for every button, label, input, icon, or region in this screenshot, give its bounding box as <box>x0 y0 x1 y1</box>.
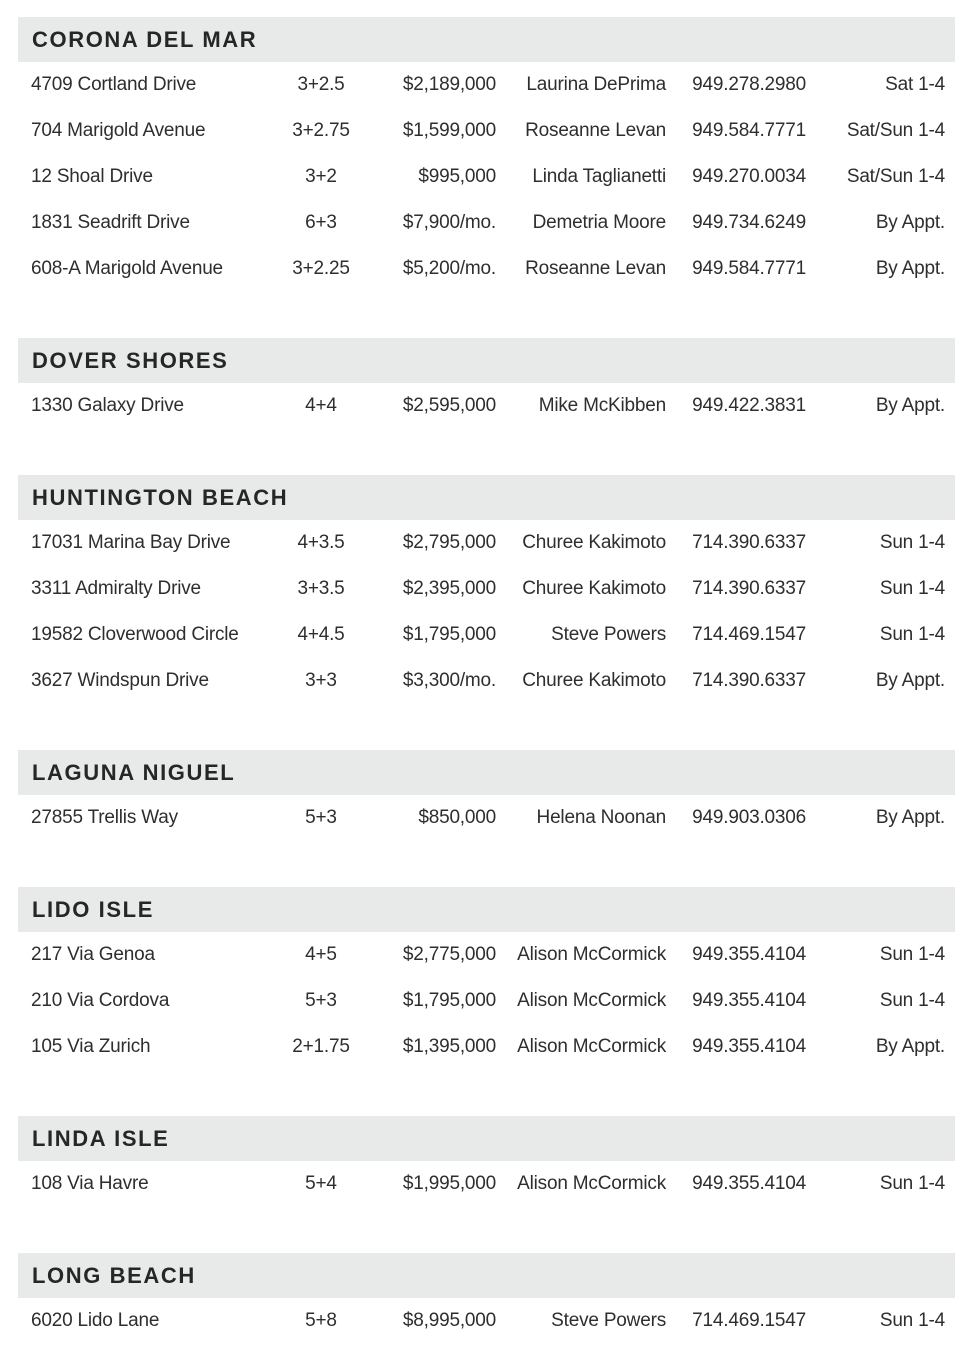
listing-open-time: By Appt. <box>875 670 945 691</box>
listing-price: $2,395,000 <box>402 578 496 599</box>
listing-open-time: Sun 1-4 <box>879 532 945 553</box>
listing-row <box>31 154 945 200</box>
listing-open-time: By Appt. <box>875 258 945 279</box>
listing-beds-baths: 4+5 <box>305 944 337 965</box>
section-title: LAGUNA NIGUEL <box>32 759 236 785</box>
listing-phone: 949.355.4104 <box>692 944 806 965</box>
listing-beds-baths: 2+1.75 <box>292 1036 350 1057</box>
listing-agent: Alison McCormick <box>517 990 666 1011</box>
listing-address: 27855 Trellis Way <box>31 807 178 828</box>
section-header <box>18 1253 955 1298</box>
listing-agent: Alison McCormick <box>517 1173 666 1194</box>
listing-beds-baths: 3+2 <box>305 166 337 187</box>
listing-phone: 949.584.7771 <box>692 258 806 279</box>
listing-open-time: Sun 1-4 <box>879 624 945 645</box>
neighborhood-section <box>0 750 963 841</box>
listing-price: $1,599,000 <box>402 120 496 141</box>
listing-phone: 949.903.0306 <box>692 807 806 828</box>
section-header <box>18 887 955 932</box>
listing-agent: Alison McCormick <box>517 944 666 965</box>
listing-open-time: By Appt. <box>875 1036 945 1057</box>
listing-agent: Roseanne Levan <box>525 120 666 141</box>
listing-row <box>31 978 945 1024</box>
listing-open-time: By Appt. <box>875 212 945 233</box>
listing-beds-baths: 4+3.5 <box>297 532 345 553</box>
listing-row <box>31 1161 945 1207</box>
listing-beds-baths: 6+3 <box>305 212 337 233</box>
listing-phone: 949.355.4104 <box>692 1036 806 1057</box>
listing-beds-baths: 5+8 <box>305 1310 337 1331</box>
listing-price: $2,595,000 <box>402 395 496 416</box>
listing-phone: 714.469.1547 <box>692 624 806 645</box>
listing-phone: 949.355.4104 <box>692 1173 806 1194</box>
listing-beds-baths: 3+2.5 <box>297 74 345 95</box>
listing-open-time: Sun 1-4 <box>879 1310 945 1331</box>
section-title: LONG BEACH <box>32 1262 196 1288</box>
section-header <box>18 475 955 520</box>
listing-price: $2,795,000 <box>402 532 496 553</box>
listing-address: 17031 Marina Bay Drive <box>31 532 231 553</box>
section-title: LINDA ISLE <box>32 1125 170 1151</box>
listing-agent: Churee Kakimoto <box>522 532 666 553</box>
neighborhood-section <box>0 338 963 429</box>
section-header <box>18 17 955 62</box>
listing-beds-baths: 4+4.5 <box>297 624 345 645</box>
listing-price: $8,995,000 <box>402 1310 496 1331</box>
listing-agent: Churee Kakimoto <box>522 670 666 691</box>
listing-open-time: Sun 1-4 <box>879 578 945 599</box>
section-title: LIDO ISLE <box>32 896 154 922</box>
listing-row <box>31 612 945 658</box>
section-header <box>18 338 955 383</box>
section-title: HUNTINGTON BEACH <box>32 484 289 510</box>
listing-open-time: By Appt. <box>875 395 945 416</box>
listing-address: 210 Via Cordova <box>31 990 170 1011</box>
listing-agent: Steve Powers <box>551 1310 666 1331</box>
listing-row <box>31 200 945 246</box>
listing-agent: Alison McCormick <box>517 1036 666 1057</box>
listing-address: 19582 Cloverwood Circle <box>31 624 239 645</box>
neighborhood-section <box>0 475 963 704</box>
listing-phone: 949.584.7771 <box>692 120 806 141</box>
listing-row <box>31 1298 945 1344</box>
listing-open-time: Sun 1-4 <box>879 944 945 965</box>
listing-address: 6020 Lido Lane <box>31 1310 160 1331</box>
neighborhood-section <box>0 887 963 1070</box>
listing-row <box>31 566 945 612</box>
listing-address: 217 Via Genoa <box>31 944 155 965</box>
listing-beds-baths: 3+3.5 <box>297 578 345 599</box>
listing-address: 608-A Marigold Avenue <box>31 258 223 279</box>
listing-address: 108 Via Havre <box>31 1173 149 1194</box>
listing-price: $850,000 <box>418 807 496 828</box>
listing-address: 1330 Galaxy Drive <box>31 395 184 416</box>
listing-price: $2,189,000 <box>402 74 496 95</box>
listing-row <box>31 658 945 704</box>
listing-open-time: Sat/Sun 1-4 <box>846 166 945 187</box>
listing-phone: 714.390.6337 <box>692 578 806 599</box>
listing-price: $5,200/mo. <box>402 258 496 279</box>
listing-phone: 714.390.6337 <box>692 532 806 553</box>
listing-agent: Laurina DePrima <box>526 74 666 95</box>
listing-open-time: Sat/Sun 1-4 <box>846 120 945 141</box>
listing-row <box>31 1024 945 1070</box>
listing-address: 105 Via Zurich <box>31 1036 151 1057</box>
listing-price: $3,300/mo. <box>402 670 496 691</box>
neighborhood-section <box>0 1253 963 1344</box>
listing-open-time: Sun 1-4 <box>879 990 945 1011</box>
listing-row <box>31 108 945 154</box>
listing-agent: Churee Kakimoto <box>522 578 666 599</box>
listing-beds-baths: 3+2.75 <box>292 120 350 141</box>
listing-price: $1,795,000 <box>402 990 496 1011</box>
listing-beds-baths: 3+2.25 <box>292 258 350 279</box>
listing-address: 704 Marigold Avenue <box>31 120 206 141</box>
section-title: DOVER SHORES <box>32 347 229 373</box>
listing-phone: 949.278.2980 <box>692 74 806 95</box>
listing-beds-baths: 5+3 <box>305 807 337 828</box>
listing-beds-baths: 3+3 <box>305 670 337 691</box>
listing-price: $2,775,000 <box>402 944 496 965</box>
listing-address: 4709 Cortland Drive <box>31 74 197 95</box>
listing-beds-baths: 5+3 <box>305 990 337 1011</box>
section-header <box>18 1116 955 1161</box>
listing-price: $1,995,000 <box>402 1173 496 1194</box>
listing-row <box>31 520 945 566</box>
listing-row <box>31 932 945 978</box>
listing-agent: Mike McKibben <box>538 395 666 416</box>
listing-phone: 949.355.4104 <box>692 990 806 1011</box>
listing-beds-baths: 5+4 <box>305 1173 337 1194</box>
listing-row <box>31 383 945 429</box>
listing-agent: Demetria Moore <box>532 212 666 233</box>
listing-price: $7,900/mo. <box>402 212 496 233</box>
listing-price: $1,795,000 <box>402 624 496 645</box>
listing-row <box>31 62 945 108</box>
listing-row <box>31 795 945 841</box>
listing-agent: Roseanne Levan <box>525 258 666 279</box>
section-title: CORONA DEL MAR <box>32 26 258 52</box>
listing-phone: 714.390.6337 <box>692 670 806 691</box>
listing-phone: 949.422.3831 <box>692 395 806 416</box>
neighborhood-section <box>0 1116 963 1207</box>
listing-phone: 949.270.0034 <box>692 166 806 187</box>
listing-row <box>31 246 945 292</box>
listing-open-time: Sun 1-4 <box>879 1173 945 1194</box>
listing-open-time: Sat 1-4 <box>885 74 945 95</box>
listing-phone: 714.469.1547 <box>692 1310 806 1331</box>
listing-address: 3627 Windspun Drive <box>31 670 209 691</box>
listing-address: 1831 Seadrift Drive <box>31 212 190 233</box>
listing-price: $995,000 <box>418 166 496 187</box>
listing-phone: 949.734.6249 <box>692 212 806 233</box>
listing-address: 12 Shoal Drive <box>31 166 153 187</box>
listing-open-time: By Appt. <box>875 807 945 828</box>
listing-agent: Helena Noonan <box>536 807 666 828</box>
neighborhood-section <box>0 17 963 292</box>
listing-agent: Linda Taglianetti <box>532 166 666 187</box>
listing-agent: Steve Powers <box>551 624 666 645</box>
listing-address: 3311 Admiralty Drive <box>31 578 201 599</box>
listing-beds-baths: 4+4 <box>305 395 337 416</box>
section-header <box>18 750 955 795</box>
listing-price: $1,395,000 <box>402 1036 496 1057</box>
